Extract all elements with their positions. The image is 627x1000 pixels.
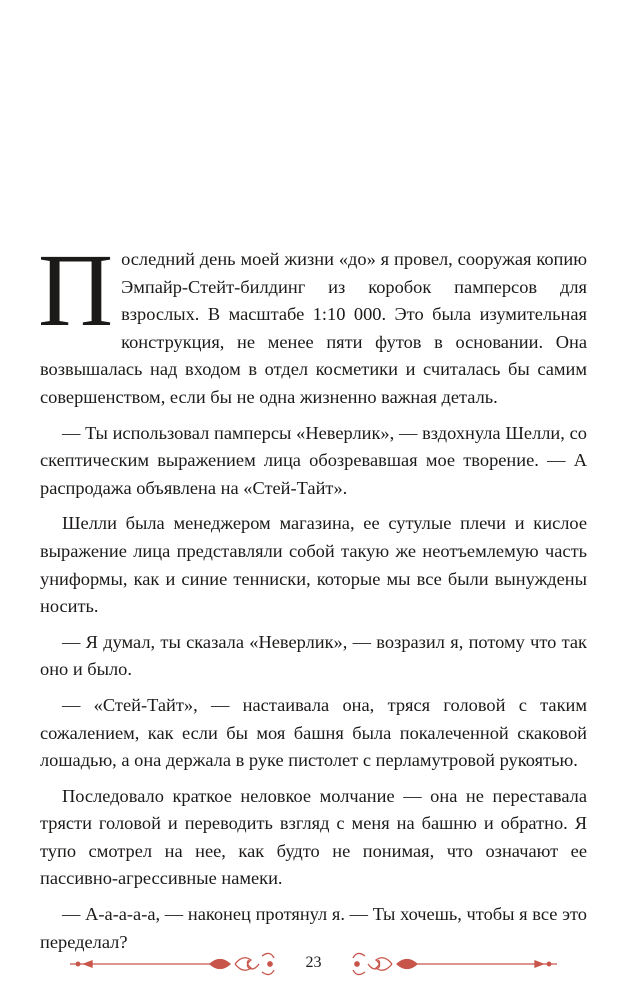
chapter-text bbox=[38, 233, 587, 956]
drop-cap-letter: П bbox=[38, 233, 114, 348]
page-number: 23 bbox=[305, 954, 322, 971]
paragraph-6: Последовало краткое неловкое молчание — она не переставала трясти головой и переводить взгляд с меня на башню и обратно. Я тупо смотрел на нее, как будто не понимая, что означают ее пассивно-агрессивные намеки. bbox=[40, 785, 587, 889]
page-footer bbox=[70, 944, 557, 984]
paragraph-2: — Ты использовал памперсы «Неверлик», — вздохнула Шелли, со скептическим выражением лица обозревавшая мое творение. — А распродажа объявлена на «Стей-Тайт». bbox=[40, 422, 587, 498]
paragraph-5: — «Стей-Тайт», — настаивала она, тряся головой с таким сожалением, как если бы моя башня была покалеченной скаковой лошадью, а она держала в руке пистолет с перламутровой рукоятью. bbox=[40, 694, 587, 771]
paragraph-7: — А-а-а-а-а, — наконец протянул я. — Ты хочешь, чтобы я все это переделал? bbox=[40, 904, 587, 952]
paragraph-1-text: оследний день моей жизни «до» я провел, сооружая копию Эмпайр-Стейт-билдинг из коробок памперсов для взрослых. В масштабе 1:10 000. Это была изумительная конструкция, не менее пяти футов в основании. Она возвышалась над входом в отдел косметики и считалась бы самим совершенством, если бы не одна жизненно важная деталь. bbox=[40, 249, 587, 407]
paragraph-3: Шелли была менеджером магазина, ее сутулые плечи и кислое выражение лица представляли собой такую же неотъемлемую часть униформы, как и синие тенниски, которые мы все были вынуждены носить. bbox=[40, 513, 587, 617]
paragraph-4: — Я думал, ты сказала «Неверлик», — возразил я, потому что так оно и было. bbox=[40, 631, 587, 680]
paragraph-1 bbox=[38, 233, 587, 412]
